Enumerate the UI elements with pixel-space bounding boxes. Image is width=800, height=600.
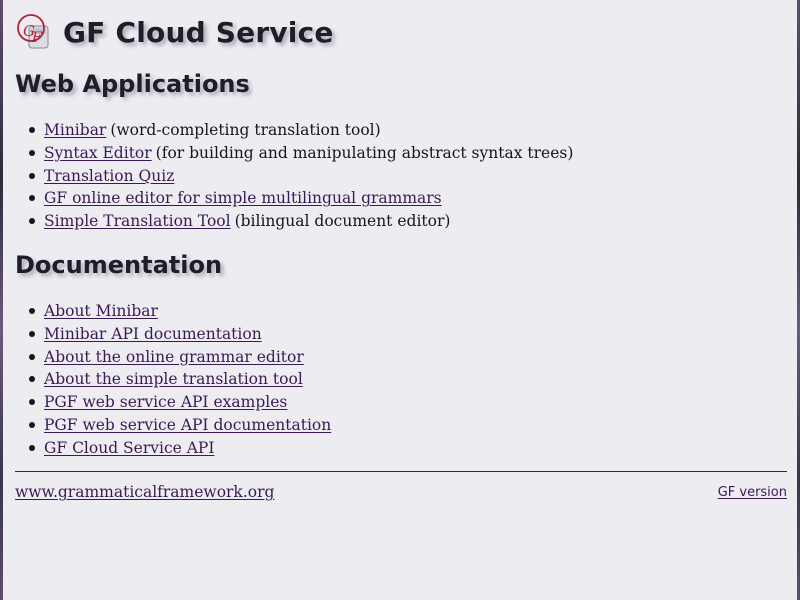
translation-quiz-link[interactable]: Translation Quiz (44, 166, 175, 185)
item-description: (word-completing translation tool) (110, 121, 381, 139)
pgf-api-examples-link[interactable]: PGF web service API examples (44, 393, 288, 412)
bullet-icon (29, 445, 35, 451)
minibar-link[interactable]: Minibar (44, 121, 107, 139)
item-description: (for building and manipulating abstract syntax trees) (155, 143, 574, 162)
documentation-list (29, 300, 331, 460)
bullet-icon (29, 376, 35, 382)
page (3, 0, 797, 600)
bullet-icon (29, 218, 35, 224)
list-item (29, 119, 573, 142)
bullet-icon (29, 399, 35, 405)
item-description: (bilingual document editor) (234, 212, 451, 231)
documentation-heading: Documentation (15, 251, 223, 279)
list-item (29, 142, 573, 165)
about-minibar-link[interactable]: About Minibar (44, 302, 158, 320)
list-item (29, 346, 331, 369)
pgf-api-docs-link[interactable]: PGF web service API documentation (44, 415, 332, 434)
bullet-icon (29, 331, 35, 337)
list-item (29, 323, 331, 346)
gf-version-link[interactable]: GF version (717, 485, 787, 500)
about-translation-tool-link[interactable]: About the simple translation tool (44, 370, 303, 389)
syntax-editor-link[interactable]: Syntax Editor (44, 143, 152, 162)
bullet-icon (29, 195, 35, 201)
page-title: GF Cloud Service (63, 15, 334, 49)
bullet-icon (29, 354, 35, 360)
bullet-icon (29, 150, 35, 156)
list-item (29, 165, 573, 188)
list-item (29, 187, 573, 210)
web-applications-heading: Web Applications (15, 70, 250, 98)
list-item (29, 300, 331, 323)
bullet-icon (29, 422, 35, 428)
bullet-icon (29, 173, 35, 179)
list-item (29, 414, 331, 437)
svg-text:G: G (23, 22, 35, 40)
gf-logo-icon (15, 12, 53, 52)
online-grammar-editor-link[interactable]: GF online editor for simple multilingual grammars (44, 189, 442, 208)
footer-divider (15, 471, 787, 472)
site-link[interactable]: www.grammaticalframework.org (15, 483, 275, 501)
page-header (15, 6, 334, 58)
minibar-api-docs-link[interactable]: Minibar API documentation (44, 324, 262, 343)
svg-text:F: F (32, 30, 42, 46)
simple-translation-tool-link[interactable]: Simple Translation Tool (44, 212, 231, 231)
list-item (29, 210, 573, 233)
about-grammar-editor-link[interactable]: About the online grammar editor (44, 347, 304, 366)
bullet-icon (29, 127, 35, 133)
list-item (29, 391, 331, 414)
bullet-icon (29, 308, 35, 314)
list-item (29, 437, 331, 460)
list-item (29, 368, 331, 391)
cloud-service-api-link[interactable]: GF Cloud Service API (44, 438, 215, 457)
web-applications-list (29, 119, 573, 233)
